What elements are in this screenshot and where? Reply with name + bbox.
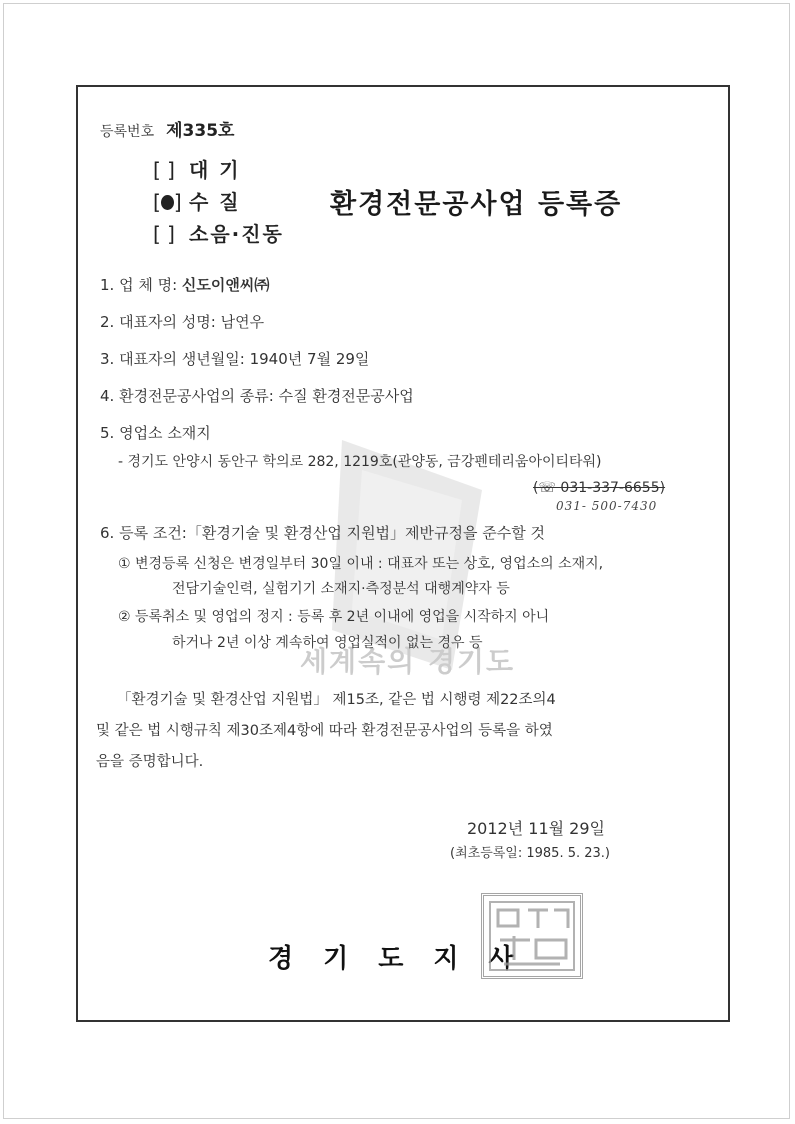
checked-dot-icon xyxy=(161,195,174,210)
watermark-text: 세계속의 경기도 xyxy=(300,645,516,678)
item-company: 1. 업 체 명: 신도이앤씨㈜ xyxy=(100,276,270,294)
phone-number: (☏ 031-337-6655) xyxy=(533,480,666,496)
address-text: - 경기도 안양시 동안구 학의로 282, 1219호(관양동, 금강펜테리움아이티타워) xyxy=(118,454,602,470)
representative-name: 남연우 xyxy=(220,313,265,331)
category-water xyxy=(153,186,241,215)
category-noise-label: 소음·진동 xyxy=(189,222,284,246)
statement-line3: 음을 증명합니다. xyxy=(96,754,204,770)
statement-line2: 및 같은 법 시행규칙 제30조제4항에 따라 환경전문공사업의 등록을 하였 xyxy=(96,723,553,739)
item-representative: 2. 대표자의 성명: 남연우 xyxy=(100,313,265,331)
document-title: 환경전문공사업 등록증 xyxy=(330,189,623,220)
checkbox-water: [ ] xyxy=(153,190,182,214)
condition-heading: 6. 등록 조건:「환경기술 및 환경산업 지원법」제반규정을 준수할 것 xyxy=(100,524,545,542)
official-seal-stamp xyxy=(481,893,583,979)
handwritten-phone: 031- 500-7430 xyxy=(556,499,658,513)
birthdate-value: 1940년 7월 29일 xyxy=(249,350,370,368)
condition-1-line1: ① 변경등록 신청은 변경일부터 30일 이내 : 대표자 또는 상호, 영업소의 소재지, xyxy=(118,556,604,572)
company-name: 신도이앤씨㈜ xyxy=(181,276,270,294)
registration-number xyxy=(100,116,234,141)
seal-icon xyxy=(484,896,580,976)
issue-date: 2012년 11월 29일 xyxy=(467,819,605,838)
category-noise xyxy=(153,218,284,247)
category-air xyxy=(153,154,241,183)
condition-1-line2: 전담기술인력, 실험기기 소재지·측정분석 대행계약자 등 xyxy=(172,581,510,597)
registration-label: 등록번호 xyxy=(100,124,155,140)
category-air-label: 대 기 xyxy=(189,158,241,182)
statement-line1: 「환경기술 및 환경산업 지원법」 제15조, 같은 법 시행령 제22조의4 xyxy=(117,692,556,708)
item-address-heading: 5. 영업소 소재지 xyxy=(100,424,211,442)
first-registration-date: (최초등록일: 1985. 5. 23.) xyxy=(450,846,611,861)
business-type-value: 수질 환경전문공사업 xyxy=(278,387,414,405)
issuer-name: 경기도지사 xyxy=(268,944,544,974)
condition-2-line2: 하거나 2년 이상 계속하여 영업실적이 없는 경우 등 xyxy=(172,635,483,651)
checkbox-noise: [ ] xyxy=(153,222,175,246)
condition-2-line1: ② 등록취소 및 영업의 정지 : 등록 후 2년 이내에 영업을 시작하지 아니 xyxy=(118,609,550,625)
item-birthdate: 3. 대표자의 생년월일: 1940년 7월 29일 xyxy=(100,350,370,368)
category-water-label: 수 질 xyxy=(189,190,241,214)
item-business-type: 4. 환경전문공사업의 종류: 수질 환경전문공사업 xyxy=(100,387,414,405)
checkbox-air: [ ] xyxy=(153,158,175,182)
registration-value: 제335호 xyxy=(166,121,235,141)
